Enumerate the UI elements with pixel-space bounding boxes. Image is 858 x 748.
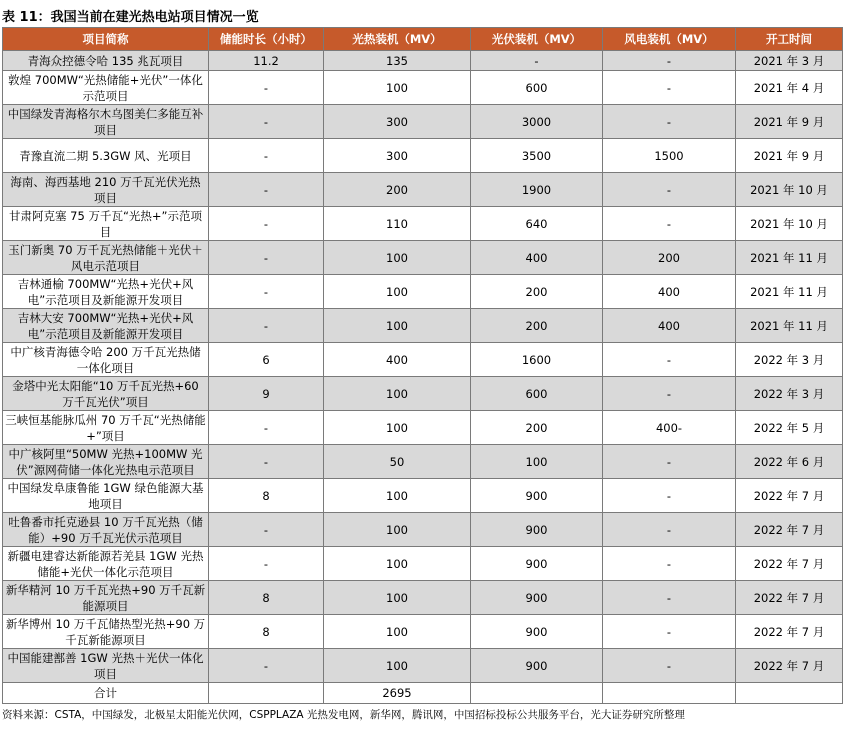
pv-capacity-cell: 1600 bbox=[471, 343, 603, 377]
table-row bbox=[3, 51, 843, 71]
start-date-cell: 2021 年 9 月 bbox=[736, 105, 843, 139]
total-start-date-cell bbox=[736, 683, 843, 704]
wind-capacity-cell: 1500 bbox=[603, 139, 736, 173]
total-label-cell: 合计 bbox=[3, 683, 209, 704]
table-row bbox=[3, 547, 843, 581]
pv-capacity-cell: 200 bbox=[471, 275, 603, 309]
pv-capacity-cell: 900 bbox=[471, 547, 603, 581]
csp-capacity-cell: 100 bbox=[324, 411, 471, 445]
start-date-cell: 2022 年 7 月 bbox=[736, 479, 843, 513]
pv-capacity-cell: 600 bbox=[471, 71, 603, 105]
table-row bbox=[3, 649, 843, 683]
csp-capacity-cell: 300 bbox=[324, 139, 471, 173]
total-wind-capacity-cell bbox=[603, 683, 736, 704]
project-name-cell: 中国绿发阜康鲁能 1GW 绿色能源大基地项目 bbox=[3, 479, 209, 513]
start-date-cell: 2021 年 11 月 bbox=[736, 309, 843, 343]
total-storage-hours-cell bbox=[209, 683, 324, 704]
table-row bbox=[3, 241, 843, 275]
csp-capacity-cell: 100 bbox=[324, 649, 471, 683]
table-header-row bbox=[3, 28, 843, 51]
project-name-cell: 甘肃阿克塞 75 万千瓦“光热+”示范项目 bbox=[3, 207, 209, 241]
wind-capacity-cell: 200 bbox=[603, 241, 736, 275]
storage-hours-cell: - bbox=[209, 207, 324, 241]
header-storage-hours: 储能时长（小时） bbox=[209, 28, 324, 51]
start-date-cell: 2022 年 7 月 bbox=[736, 513, 843, 547]
table-row bbox=[3, 105, 843, 139]
pv-capacity-cell: 900 bbox=[471, 581, 603, 615]
csp-capacity-cell: 100 bbox=[324, 275, 471, 309]
storage-hours-cell: 8 bbox=[209, 479, 324, 513]
wind-capacity-cell: 400 bbox=[603, 275, 736, 309]
table-row bbox=[3, 377, 843, 411]
start-date-cell: 2021 年 10 月 bbox=[736, 207, 843, 241]
project-name-cell: 新华精河 10 万千瓦光热+90 万千瓦新能源项目 bbox=[3, 581, 209, 615]
wind-capacity-cell: - bbox=[603, 377, 736, 411]
wind-capacity-cell: - bbox=[603, 513, 736, 547]
pv-capacity-cell: 640 bbox=[471, 207, 603, 241]
total-csp-capacity-cell: 2695 bbox=[324, 683, 471, 704]
csp-capacity-cell: 100 bbox=[324, 479, 471, 513]
pv-capacity-cell: 900 bbox=[471, 479, 603, 513]
csp-capacity-cell: 100 bbox=[324, 241, 471, 275]
pv-capacity-cell: - bbox=[471, 51, 603, 71]
storage-hours-cell: 8 bbox=[209, 581, 324, 615]
pv-capacity-cell: 1900 bbox=[471, 173, 603, 207]
project-name-cell: 敦煌 700MW“光热储能+光伏”一体化示范项目 bbox=[3, 71, 209, 105]
start-date-cell: 2022 年 5 月 bbox=[736, 411, 843, 445]
start-date-cell: 2021 年 11 月 bbox=[736, 241, 843, 275]
header-project-name: 项目简称 bbox=[3, 28, 209, 51]
project-name-cell: 中国能建鄯善 1GW 光热＋光伏一体化项目 bbox=[3, 649, 209, 683]
pv-capacity-cell: 900 bbox=[471, 615, 603, 649]
header-pv-capacity: 光伏装机（MV） bbox=[471, 28, 603, 51]
storage-hours-cell: - bbox=[209, 309, 324, 343]
table-title: 表 11：我国当前在建光热电站项目情况一览 bbox=[2, 10, 259, 25]
project-name-cell: 吉林大安 700MW“光热+光伏+风电”示范项目及新能源开发项目 bbox=[3, 309, 209, 343]
csp-capacity-cell: 300 bbox=[324, 105, 471, 139]
storage-hours-cell: - bbox=[209, 547, 324, 581]
table-row bbox=[3, 139, 843, 173]
start-date-cell: 2022 年 7 月 bbox=[736, 547, 843, 581]
wind-capacity-cell: - bbox=[603, 547, 736, 581]
table-row bbox=[3, 275, 843, 309]
project-name-cell: 三峡恒基能脉瓜州 70 万千瓦“光热储能+”项目 bbox=[3, 411, 209, 445]
wind-capacity-cell: 400 bbox=[603, 309, 736, 343]
pv-capacity-cell: 200 bbox=[471, 309, 603, 343]
start-date-cell: 2022 年 3 月 bbox=[736, 343, 843, 377]
pv-capacity-cell: 400 bbox=[471, 241, 603, 275]
table-row bbox=[3, 207, 843, 241]
csp-capacity-cell: 135 bbox=[324, 51, 471, 71]
csp-capacity-cell: 100 bbox=[324, 377, 471, 411]
storage-hours-cell: - bbox=[209, 445, 324, 479]
storage-hours-cell: - bbox=[209, 649, 324, 683]
storage-hours-cell: 8 bbox=[209, 615, 324, 649]
project-name-cell: 中广核阿里“50MW 光热+100MW 光伏”源网荷储一体化光热电示范项目 bbox=[3, 445, 209, 479]
project-name-cell: 中国绿发青海格尔木乌图美仁多能互补项目 bbox=[3, 105, 209, 139]
table-row bbox=[3, 411, 843, 445]
start-date-cell: 2022 年 7 月 bbox=[736, 615, 843, 649]
csp-capacity-cell: 100 bbox=[324, 547, 471, 581]
project-name-cell: 新疆电建睿达新能源若羌县 1GW 光热储能+光伏一体化示范项目 bbox=[3, 547, 209, 581]
storage-hours-cell: - bbox=[209, 105, 324, 139]
csp-capacity-cell: 100 bbox=[324, 71, 471, 105]
storage-hours-cell: - bbox=[209, 71, 324, 105]
projects-table bbox=[2, 27, 843, 704]
project-name-cell: 吐鲁番市托克逊县 10 万千瓦光热（储能）+90 万千瓦光伏示范项目 bbox=[3, 513, 209, 547]
pv-capacity-cell: 200 bbox=[471, 411, 603, 445]
wind-capacity-cell: 400- bbox=[603, 411, 736, 445]
storage-hours-cell: - bbox=[209, 275, 324, 309]
wind-capacity-cell: - bbox=[603, 71, 736, 105]
csp-capacity-cell: 50 bbox=[324, 445, 471, 479]
total-pv-capacity-cell bbox=[471, 683, 603, 704]
pv-capacity-cell: 3000 bbox=[471, 105, 603, 139]
start-date-cell: 2021 年 10 月 bbox=[736, 173, 843, 207]
table-row bbox=[3, 173, 843, 207]
wind-capacity-cell: - bbox=[603, 105, 736, 139]
pv-capacity-cell: 900 bbox=[471, 649, 603, 683]
wind-capacity-cell: - bbox=[603, 479, 736, 513]
total-row bbox=[3, 683, 843, 704]
wind-capacity-cell: - bbox=[603, 51, 736, 71]
wind-capacity-cell: - bbox=[603, 173, 736, 207]
storage-hours-cell: 6 bbox=[209, 343, 324, 377]
table-row bbox=[3, 615, 843, 649]
csp-capacity-cell: 100 bbox=[324, 309, 471, 343]
storage-hours-cell: 11.2 bbox=[209, 51, 324, 71]
table-row bbox=[3, 309, 843, 343]
header-csp-capacity: 光热装机（MV） bbox=[324, 28, 471, 51]
start-date-cell: 2021 年 4 月 bbox=[736, 71, 843, 105]
storage-hours-cell: - bbox=[209, 513, 324, 547]
start-date-cell: 2021 年 11 月 bbox=[736, 275, 843, 309]
header-wind-capacity: 风电装机（MV） bbox=[603, 28, 736, 51]
start-date-cell: 2022 年 3 月 bbox=[736, 377, 843, 411]
start-date-cell: 2021 年 3 月 bbox=[736, 51, 843, 71]
source-note: 资料来源：CSTA，中国绿发，北极星太阳能光伏网，CSPPLAZA 光热发电网，新华网，腾讯网，中国招标投标公共服务平台，光大证券研究所整理 bbox=[2, 709, 685, 721]
project-name-cell: 青豫直流二期 5.3GW 风、光项目 bbox=[3, 139, 209, 173]
project-name-cell: 中广核青海德令哈 200 万千瓦光热储一体化项目 bbox=[3, 343, 209, 377]
storage-hours-cell: - bbox=[209, 411, 324, 445]
project-name-cell: 青海众控德令哈 135 兆瓦项目 bbox=[3, 51, 209, 71]
table-row bbox=[3, 581, 843, 615]
storage-hours-cell: 9 bbox=[209, 377, 324, 411]
header-start-date: 开工时间 bbox=[736, 28, 843, 51]
storage-hours-cell: - bbox=[209, 139, 324, 173]
wind-capacity-cell: - bbox=[603, 445, 736, 479]
wind-capacity-cell: - bbox=[603, 649, 736, 683]
project-name-cell: 金塔中光太阳能“10 万千瓦光热+60 万千瓦光伏”项目 bbox=[3, 377, 209, 411]
csp-capacity-cell: 110 bbox=[324, 207, 471, 241]
table-row bbox=[3, 479, 843, 513]
project-name-cell: 新华博州 10 万千瓦储热型光热+90 万千瓦新能源项目 bbox=[3, 615, 209, 649]
table-row bbox=[3, 513, 843, 547]
pv-capacity-cell: 600 bbox=[471, 377, 603, 411]
csp-capacity-cell: 100 bbox=[324, 615, 471, 649]
wind-capacity-cell: - bbox=[603, 581, 736, 615]
pv-capacity-cell: 100 bbox=[471, 445, 603, 479]
project-name-cell: 海南、海西基地 210 万千瓦光伏光热项目 bbox=[3, 173, 209, 207]
pv-capacity-cell: 900 bbox=[471, 513, 603, 547]
pv-capacity-cell: 3500 bbox=[471, 139, 603, 173]
wind-capacity-cell: - bbox=[603, 615, 736, 649]
wind-capacity-cell: - bbox=[603, 207, 736, 241]
csp-capacity-cell: 100 bbox=[324, 513, 471, 547]
storage-hours-cell: - bbox=[209, 241, 324, 275]
storage-hours-cell: - bbox=[209, 173, 324, 207]
table-row bbox=[3, 445, 843, 479]
start-date-cell: 2022 年 7 月 bbox=[736, 581, 843, 615]
csp-capacity-cell: 200 bbox=[324, 173, 471, 207]
start-date-cell: 2022 年 7 月 bbox=[736, 649, 843, 683]
project-name-cell: 吉林通榆 700MW“光热+光伏+风电”示范项目及新能源开发项目 bbox=[3, 275, 209, 309]
csp-capacity-cell: 400 bbox=[324, 343, 471, 377]
start-date-cell: 2022 年 6 月 bbox=[736, 445, 843, 479]
table-row bbox=[3, 71, 843, 105]
wind-capacity-cell: - bbox=[603, 343, 736, 377]
start-date-cell: 2021 年 9 月 bbox=[736, 139, 843, 173]
csp-capacity-cell: 100 bbox=[324, 581, 471, 615]
project-name-cell: 玉门新奥 70 万千瓦光热储能＋光伏＋风电示范项目 bbox=[3, 241, 209, 275]
table-row bbox=[3, 343, 843, 377]
